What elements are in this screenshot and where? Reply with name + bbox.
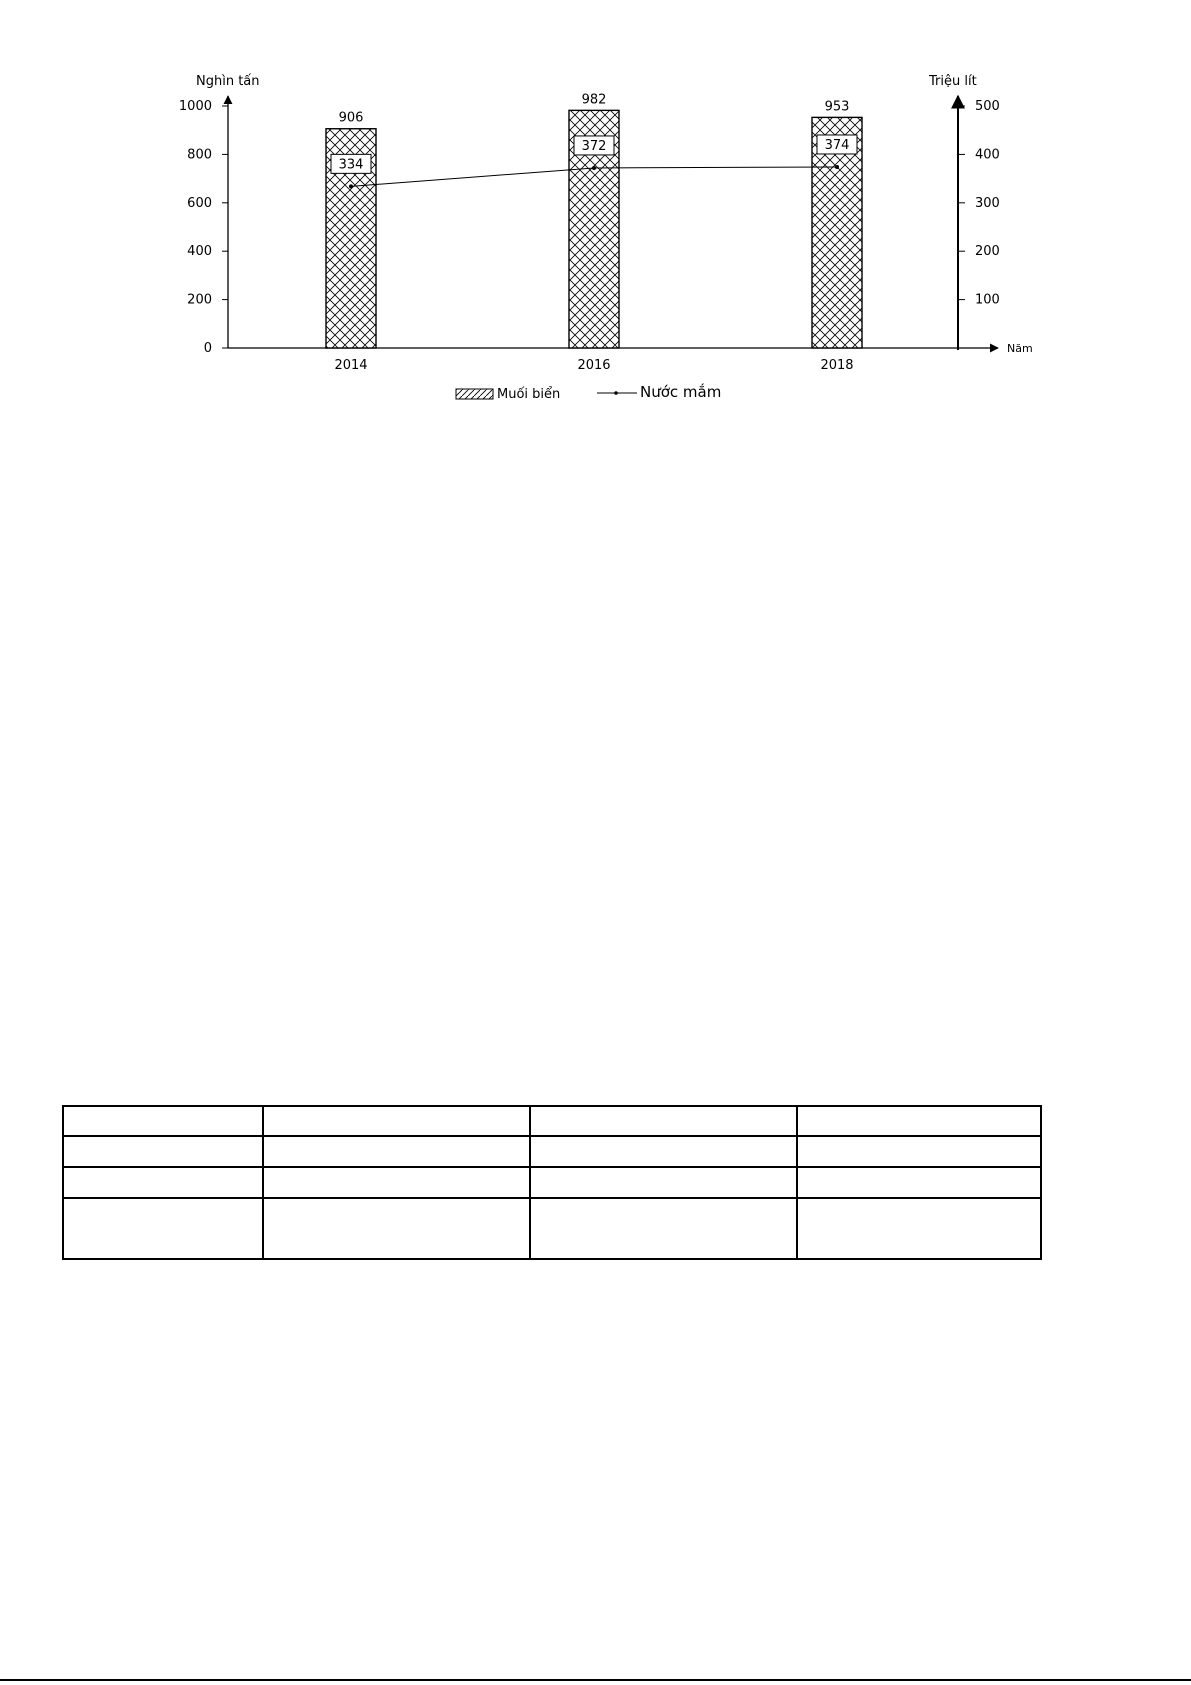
x-tick-label-2018: 2018	[820, 358, 854, 373]
table-cell	[263, 1167, 530, 1198]
x-axis-title: Năm	[1007, 342, 1033, 355]
line-point-nuoc-mam-2014	[349, 184, 353, 188]
empty-table	[62, 1105, 1042, 1260]
table-cell	[63, 1167, 263, 1198]
table-cell	[263, 1106, 530, 1136]
table-cell	[63, 1136, 263, 1167]
line-point-nuoc-mam-2018	[835, 165, 839, 169]
right-tick-label: 100	[975, 292, 1000, 308]
bar-value-label-2018: 953	[824, 99, 850, 115]
line-value-label-2014: 334	[338, 157, 364, 173]
table-cell	[530, 1198, 797, 1259]
x-tick-label-2016: 2016	[577, 358, 611, 373]
left-tick-label: 200	[187, 292, 212, 308]
legend-label-nuoc-mam: Nước mắm	[640, 383, 722, 401]
table-cell	[797, 1136, 1041, 1167]
left-tick-label: 0	[203, 341, 212, 356]
right-tick-label: 500	[975, 99, 1000, 114]
right-tick-label: 300	[975, 195, 1000, 211]
table-cell	[63, 1198, 263, 1259]
line-value-label-2016: 372	[581, 138, 607, 154]
right-axis-title: Triệu lít	[929, 74, 977, 89]
bottom-rule	[0, 1679, 1191, 1681]
left-tick-label: 600	[187, 195, 212, 211]
legend-swatch-muoi-bien	[456, 389, 493, 399]
legend	[456, 383, 721, 402]
table-cell	[263, 1198, 530, 1259]
table-cell	[530, 1167, 797, 1198]
left-tick-label: 400	[187, 244, 212, 260]
left-tick-label: 1000	[178, 99, 212, 114]
chart	[0, 0, 1191, 460]
bar-value-label-2014: 906	[338, 110, 364, 126]
legend-marker-nuoc-mam	[614, 391, 618, 395]
table-row	[63, 1136, 1041, 1167]
x-tick-label-2014: 2014	[334, 358, 368, 373]
line-value-label-2018: 374	[824, 137, 850, 153]
table-cell	[797, 1106, 1041, 1136]
line-point-nuoc-mam-2016	[592, 166, 596, 170]
right-tick-label: 400	[975, 147, 1000, 163]
table-cell	[63, 1106, 263, 1136]
table-cell	[797, 1198, 1041, 1259]
table-cell	[530, 1136, 797, 1167]
legend-label-muoi-bien: Muối biển	[497, 387, 561, 402]
left-axis-title: Nghìn tấn	[196, 74, 260, 89]
table-cell	[263, 1136, 530, 1167]
table-row	[63, 1198, 1041, 1259]
table-cell	[530, 1106, 797, 1136]
right-tick-label: 200	[975, 244, 1000, 260]
left-tick-label: 800	[187, 147, 212, 163]
table-cell	[797, 1167, 1041, 1198]
table-row	[63, 1106, 1041, 1136]
bar-value-label-2016: 982	[581, 92, 607, 108]
table-row	[63, 1167, 1041, 1198]
